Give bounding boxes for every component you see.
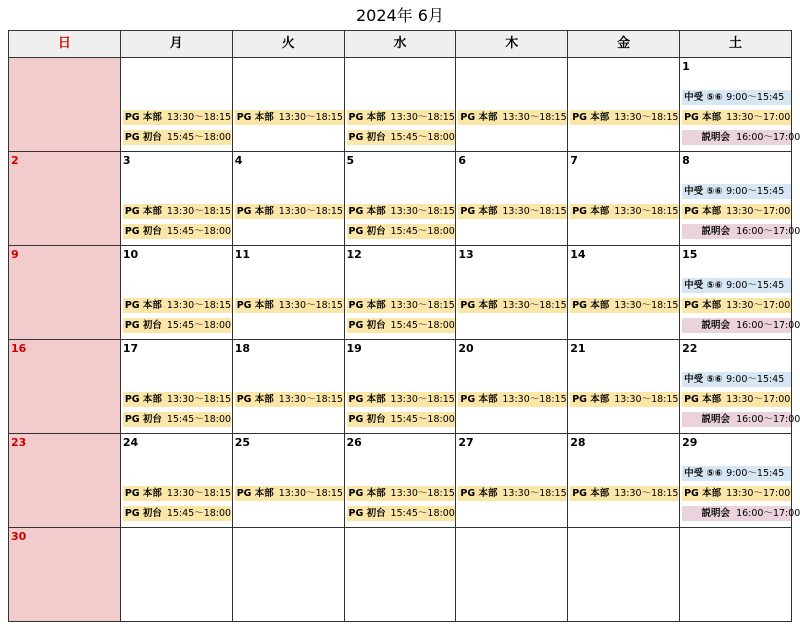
event-block[interactable] [347, 298, 456, 313]
day-cell[interactable] [344, 246, 456, 340]
event-tag: PG 本部 [684, 206, 722, 217]
event-tag: PG 初台 [124, 320, 162, 331]
event-block[interactable] [682, 204, 791, 219]
event-block[interactable] [123, 412, 231, 427]
day-number: 29 [682, 436, 698, 449]
day-cell[interactable] [680, 434, 800, 528]
event-tag: PG 初台 [348, 508, 386, 519]
event-block[interactable] [682, 90, 791, 105]
event-tag: PG 本部 [348, 300, 386, 311]
event-time: 16:00〜17:00 [736, 508, 800, 519]
event-time: 15:45〜18:00 [390, 508, 455, 519]
event-block[interactable] [570, 204, 679, 219]
day-number: 20 [458, 342, 474, 355]
weekday-header-fri: 金 [568, 31, 680, 58]
day-number: 9 [11, 248, 19, 261]
event-time: 13:30〜17:00 [726, 300, 791, 311]
weekday-header-sat: 土 [680, 31, 792, 58]
day-cell[interactable] [680, 246, 800, 340]
event-time: 13:30〜18:15 [390, 300, 455, 311]
calendar-title: 2024年 6月 [356, 6, 444, 25]
day-cell[interactable] [344, 528, 456, 622]
event-time: 16:00〜17:00 [736, 132, 800, 143]
event-tag: PG 初台 [124, 508, 162, 519]
event-time: 9:00〜15:45 [726, 374, 785, 385]
day-cell[interactable] [344, 58, 456, 152]
day-cell[interactable] [568, 528, 680, 622]
event-tag: PG 本部 [572, 488, 610, 499]
event-tag: PG 本部 [348, 112, 386, 123]
event-time: 15:45〜18:00 [390, 132, 455, 143]
day-cell[interactable] [9, 528, 121, 622]
event-block[interactable] [123, 110, 232, 125]
event-time: 15:45〜18:00 [390, 226, 455, 237]
week-row [9, 528, 792, 622]
event-tag: PG 本部 [460, 300, 498, 311]
week-row [9, 246, 792, 340]
day-cell[interactable] [120, 246, 232, 340]
event-block[interactable] [347, 318, 455, 333]
event-block[interactable] [347, 392, 456, 407]
event-block[interactable] [123, 318, 231, 333]
event-time: 16:00〜17:00 [736, 226, 800, 237]
event-block[interactable] [123, 130, 231, 145]
day-cell[interactable] [232, 434, 344, 528]
event-block[interactable] [682, 486, 791, 501]
event-time: 13:30〜17:00 [726, 112, 791, 123]
event-block[interactable] [235, 110, 344, 125]
event-block[interactable] [682, 224, 800, 239]
day-number: 27 [458, 436, 474, 449]
event-time: 13:30〜18:15 [502, 206, 567, 217]
event-block[interactable] [123, 392, 232, 407]
day-number: 12 [346, 248, 362, 261]
day-cell[interactable] [680, 58, 800, 152]
day-cell[interactable] [680, 340, 800, 434]
day-number: 5 [346, 154, 355, 167]
event-time: 13:30〜18:15 [390, 394, 455, 405]
event-block[interactable] [347, 130, 455, 145]
event-block[interactable] [570, 486, 679, 501]
event-block[interactable] [347, 412, 455, 427]
event-block[interactable] [235, 486, 344, 501]
day-number: 3 [122, 154, 131, 167]
event-block[interactable] [235, 298, 344, 313]
day-cell[interactable] [232, 246, 344, 340]
day-number: 30 [11, 530, 27, 543]
event-tag: PG 本部 [348, 206, 386, 217]
day-cell[interactable] [232, 528, 344, 622]
event-block[interactable] [570, 298, 679, 313]
event-time: 15:45〜18:00 [390, 320, 455, 331]
day-cell[interactable] [456, 434, 568, 528]
day-cell[interactable] [680, 152, 800, 246]
day-cell[interactable] [9, 152, 121, 246]
event-block[interactable] [235, 392, 344, 407]
day-number: 8 [682, 154, 690, 167]
weekday-header-sun: 日 [9, 31, 121, 58]
event-time: 9:00〜15:45 [726, 92, 785, 103]
event-tag: PG 本部 [572, 112, 610, 123]
event-tag: PG 初台 [348, 132, 386, 143]
day-cell[interactable] [120, 340, 232, 434]
week-row [9, 340, 792, 434]
event-block[interactable] [682, 184, 791, 199]
day-cell[interactable] [568, 340, 680, 434]
event-time: 9:00〜15:45 [726, 186, 785, 197]
event-tag: PG 本部 [124, 206, 162, 217]
day-number: 18 [234, 342, 250, 355]
weekday-header-thu: 木 [456, 31, 568, 58]
day-number: 16 [11, 342, 27, 355]
event-tag: PG 本部 [460, 112, 498, 123]
event-tag: PG 初台 [348, 320, 386, 331]
event-tag: 中受 ⑤⑥ [684, 374, 723, 385]
event-block[interactable] [682, 298, 791, 313]
event-time: 13:30〜18:15 [390, 488, 455, 499]
event-tag: PG 本部 [124, 394, 162, 405]
month-calendar-grid [8, 30, 800, 622]
event-tag: PG 本部 [572, 394, 610, 405]
day-cell[interactable] [680, 528, 792, 622]
day-number: 7 [570, 154, 578, 167]
event-time: 13:30〜18:15 [166, 112, 232, 123]
day-cell[interactable] [232, 340, 344, 434]
day-cell[interactable] [456, 58, 568, 152]
day-number: 15 [682, 248, 698, 261]
event-tag: PG 本部 [460, 394, 498, 405]
event-tag: 中受 ⑤⑥ [684, 468, 723, 479]
day-number: 26 [346, 436, 362, 449]
event-tag: 説明会 [701, 414, 731, 425]
event-time: 13:30〜18:15 [278, 488, 343, 499]
day-cell[interactable] [120, 58, 232, 152]
event-time: 16:00〜17:00 [736, 320, 800, 331]
event-tag: PG 本部 [236, 300, 274, 311]
event-block[interactable] [682, 110, 791, 125]
event-time: 13:30〜18:15 [278, 206, 343, 217]
event-time: 13:30〜18:15 [390, 112, 455, 123]
event-tag: 中受 ⑤⑥ [684, 280, 723, 291]
event-time: 13:30〜18:15 [502, 394, 567, 405]
event-time: 13:30〜18:15 [278, 300, 343, 311]
event-time: 13:30〜18:15 [614, 206, 679, 217]
event-block[interactable] [682, 392, 791, 407]
day-cell[interactable] [568, 152, 680, 246]
event-block[interactable] [347, 506, 455, 521]
event-block[interactable] [682, 466, 791, 481]
event-block[interactable] [347, 110, 456, 125]
day-cell[interactable] [456, 152, 568, 246]
day-cell[interactable] [344, 152, 456, 246]
event-time: 9:00〜15:45 [726, 280, 785, 291]
day-cell[interactable] [120, 434, 232, 528]
event-time: 13:30〜18:15 [614, 394, 679, 405]
day-cell[interactable] [120, 528, 232, 622]
event-time: 15:45〜18:00 [166, 508, 232, 519]
event-tag: PG 本部 [460, 206, 498, 217]
event-tag: PG 本部 [684, 112, 722, 123]
event-block[interactable] [682, 130, 800, 145]
day-number: 21 [570, 342, 586, 355]
event-tag: PG 本部 [572, 206, 610, 217]
day-cell[interactable] [232, 58, 344, 152]
event-block[interactable] [682, 318, 800, 333]
event-time: 13:30〜17:00 [726, 488, 791, 499]
day-number: 6 [458, 154, 467, 167]
day-number: 10 [122, 248, 139, 261]
day-cell[interactable] [568, 434, 680, 528]
day-cell[interactable] [9, 246, 121, 340]
day-cell[interactable] [344, 340, 456, 434]
event-time: 13:30〜18:15 [502, 300, 567, 311]
day-cell[interactable] [456, 246, 568, 340]
event-time: 13:30〜18:15 [614, 300, 679, 311]
event-tag: PG 本部 [460, 488, 498, 499]
calendar-body [9, 58, 800, 622]
event-tag: PG 初台 [124, 414, 162, 425]
day-number: 13 [458, 248, 474, 261]
event-time: 15:45〜18:00 [166, 414, 232, 425]
event-tag: PG 本部 [236, 112, 274, 123]
event-block[interactable] [458, 204, 567, 219]
event-time: 9:00〜15:45 [726, 468, 785, 479]
event-tag: PG 本部 [124, 488, 162, 499]
event-tag: PG 本部 [348, 394, 386, 405]
event-time: 13:30〜18:15 [502, 112, 567, 123]
weekday-header-mon: 月 [120, 31, 232, 58]
event-time: 15:45〜18:00 [390, 414, 455, 425]
day-number: 11 [234, 248, 250, 261]
event-time: 15:45〜18:00 [166, 132, 232, 143]
week-row [9, 434, 792, 528]
event-block[interactable] [458, 298, 567, 313]
event-tag: 説明会 [701, 226, 731, 237]
event-time: 13:30〜18:15 [166, 206, 232, 217]
day-cell[interactable] [9, 434, 121, 528]
event-time: 15:45〜18:00 [166, 320, 232, 331]
event-time: 13:30〜18:15 [614, 488, 679, 499]
event-block[interactable] [347, 486, 456, 501]
event-block[interactable] [570, 392, 679, 407]
event-tag: PG 本部 [572, 300, 610, 311]
event-time: 16:00〜17:00 [736, 414, 800, 425]
event-tag: PG 本部 [236, 394, 274, 405]
day-cell[interactable] [232, 152, 344, 246]
day-number: 4 [234, 154, 243, 167]
event-tag: 説明会 [701, 320, 731, 331]
day-number: 14 [570, 248, 586, 261]
day-number: 1 [682, 60, 690, 73]
event-tag: PG 本部 [684, 488, 722, 499]
day-number: 28 [570, 436, 586, 449]
week-row [9, 152, 792, 246]
event-tag: PG 本部 [124, 112, 162, 123]
event-time: 13:30〜17:00 [726, 394, 791, 405]
day-cell[interactable] [568, 58, 680, 152]
event-time: 13:30〜18:15 [278, 112, 343, 123]
event-time: 13:30〜17:00 [726, 206, 791, 217]
event-tag: PG 本部 [236, 206, 274, 217]
event-block[interactable] [123, 506, 231, 521]
day-cell[interactable] [9, 58, 121, 152]
event-time: 13:30〜18:15 [502, 488, 567, 499]
event-tag: PG 初台 [124, 226, 162, 237]
event-block[interactable] [123, 224, 231, 239]
event-block[interactable] [123, 298, 232, 313]
day-number: 25 [234, 436, 250, 449]
event-tag: 説明会 [701, 132, 731, 143]
day-cell[interactable] [120, 152, 232, 246]
event-tag: PG 本部 [124, 300, 162, 311]
event-block[interactable] [682, 278, 791, 293]
event-block[interactable] [458, 392, 567, 407]
day-cell[interactable] [568, 246, 680, 340]
event-tag: PG 初台 [348, 226, 386, 237]
day-cell[interactable] [9, 340, 121, 434]
event-time: 13:30〜18:15 [278, 394, 343, 405]
weekday-header-row [9, 31, 792, 58]
event-tag: PG 初台 [348, 414, 386, 425]
day-number: 22 [682, 342, 698, 355]
event-time: 13:30〜18:15 [390, 206, 455, 217]
week-row [9, 58, 792, 152]
day-number: 24 [122, 436, 139, 449]
day-cell[interactable] [344, 434, 456, 528]
weekday-header-tue: 火 [232, 31, 344, 58]
weekday-header-wed: 水 [344, 31, 456, 58]
day-number: 17 [122, 342, 139, 355]
event-tag: 中受 ⑤⑥ [684, 186, 723, 197]
event-time: 15:45〜18:00 [166, 226, 232, 237]
day-number: 19 [346, 342, 362, 355]
event-block[interactable] [347, 204, 456, 219]
event-time: 13:30〜18:15 [614, 112, 679, 123]
event-block[interactable] [682, 506, 800, 521]
event-time: 13:30〜18:15 [166, 300, 232, 311]
event-tag: PG 本部 [236, 488, 274, 499]
event-time: 13:30〜18:15 [166, 488, 232, 499]
event-block[interactable] [682, 412, 800, 427]
event-tag: PG 本部 [348, 488, 386, 499]
event-block[interactable] [570, 110, 679, 125]
event-tag: PG 本部 [684, 394, 722, 405]
day-number: 23 [11, 436, 27, 449]
day-cell[interactable] [456, 528, 568, 622]
event-time: 13:30〜18:15 [166, 394, 232, 405]
event-block[interactable] [123, 204, 232, 219]
event-tag: 説明会 [701, 508, 731, 519]
day-cell[interactable] [456, 340, 568, 434]
event-block[interactable] [123, 486, 232, 501]
event-block[interactable] [347, 224, 455, 239]
event-tag: 中受 ⑤⑥ [684, 92, 723, 103]
day-number: 2 [11, 154, 19, 167]
event-tag: PG 本部 [684, 300, 722, 311]
event-block[interactable] [458, 486, 567, 501]
event-tag: PG 初台 [124, 132, 162, 143]
event-block[interactable] [235, 204, 344, 219]
event-block[interactable] [682, 372, 791, 387]
event-block[interactable] [458, 110, 567, 125]
